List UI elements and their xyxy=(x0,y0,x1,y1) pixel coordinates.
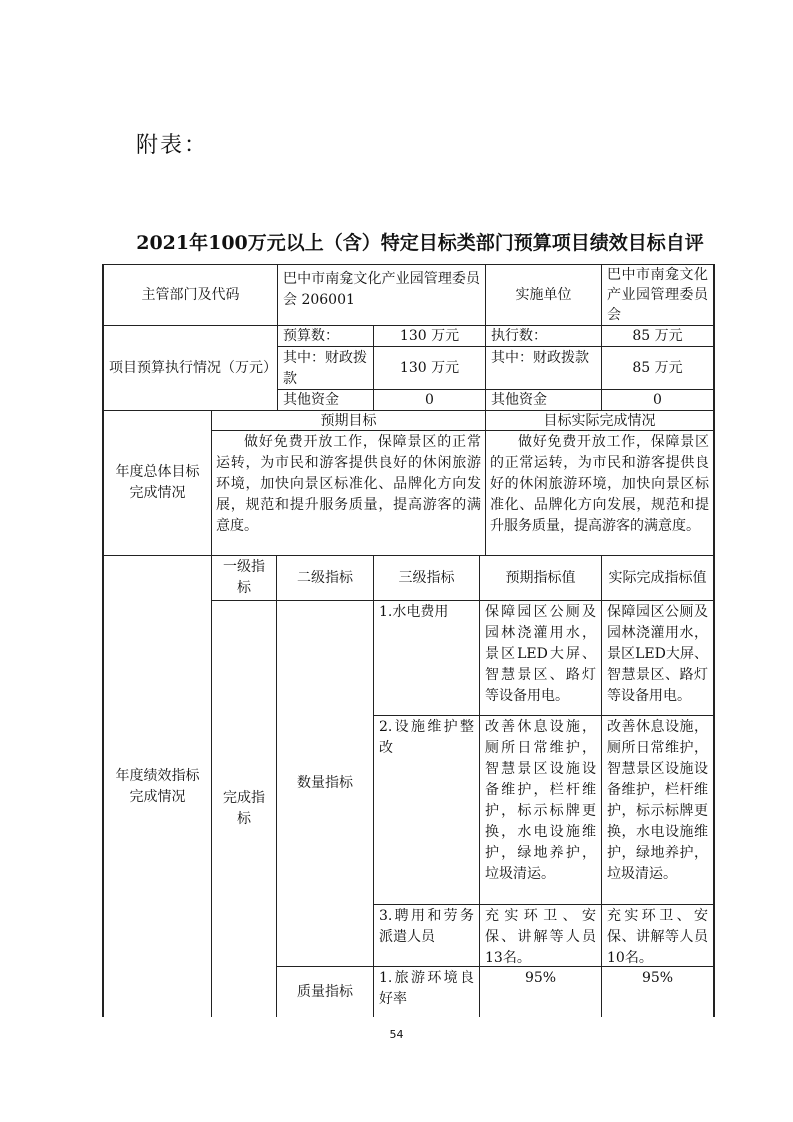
budget-amount-value: 130 万元 xyxy=(373,325,486,347)
level3-header: 三级指标 xyxy=(373,555,480,601)
level1-header: 一级指标 xyxy=(211,555,277,601)
performance-label-cell: 年度绩效指标完成情况 xyxy=(102,555,212,1017)
expected-value-header: 预期指标值 xyxy=(479,555,602,601)
impl-label-cell: 实施单位 xyxy=(485,264,602,326)
exec-amount-value: 85 万元 xyxy=(601,325,715,347)
document-title: 2021年100万元以上（含）特定目标类部门预算项目绩效目标自评 xyxy=(136,232,704,254)
indicator-expected: 改善休息设施，厕所日常维护，智慧景区设施设备维护，栏杆维护，标示标牌更换，水电设施维护，绿地养护，垃圾清运。 xyxy=(479,715,602,905)
indicator-actual: 95% xyxy=(601,966,715,1017)
exec-amount-label: 执行数： xyxy=(485,325,602,347)
expected-goal-header: 预期目标 xyxy=(211,410,486,431)
dept-label-cell: 主管部门及代码 xyxy=(102,264,278,326)
other-exec-label: 其他资金 xyxy=(485,389,602,411)
fiscal-exec-value: 85 万元 xyxy=(601,346,715,390)
other-exec-value: 0 xyxy=(601,389,715,411)
quantity-indicator-cell: 数量指标 xyxy=(276,600,374,967)
indicator-expected: 充实环卫、安保、讲解等人员13名。 xyxy=(479,904,602,967)
indicator-name: 2.设施维护整改 xyxy=(373,715,480,905)
level1-value-cell: 完成指标 xyxy=(211,600,277,1017)
actual-goal-text: 做好免费开放工作，保障景区的正常运转，为市民和游客提供良好的休闲旅游环境，加快向景区标准化、品牌化方向发展，规范和提升服务质量，提高游客的满意度。 xyxy=(485,430,715,556)
level2-header: 二级指标 xyxy=(276,555,374,601)
page-label: 附表： xyxy=(136,133,209,158)
indicator-expected: 保障园区公厕及园林浇灌用水，景区LED大屏、智慧景区、路灯等设备用电。 xyxy=(479,600,602,716)
page-number: 54 xyxy=(389,1028,404,1041)
fiscal-budget-label: 其中：财政拨款 xyxy=(277,346,374,390)
impl-value-cell: 巴中市南龛文化产业园管理委员会 xyxy=(601,264,715,326)
other-budget-label: 其他资金 xyxy=(277,389,374,411)
dept-value-cell: 巴中市南龛文化产业园管理委员会 206001 xyxy=(277,264,486,326)
expected-goal-text: 做好免费开放工作，保障景区的正常运转，为市民和游客提供良好的休闲旅游环境，加快向景区标准化、品牌化方向发展，规范和提升服务质量，提高游客的满意度。 xyxy=(211,430,486,556)
actual-goal-header: 目标实际完成情况 xyxy=(485,410,715,431)
budget-amount-label: 预算数： xyxy=(277,325,374,347)
indicator-actual: 改善休息设施，厕所日常维护，智慧景区设施设备维护，栏杆维护，标示标牌更换，水电设施维护，绿地养护，垃圾清运。 xyxy=(601,715,715,905)
indicator-actual: 保障园区公厕及园林浇灌用水，景区LED大屏、智慧景区、路灯等设备用电。 xyxy=(601,600,715,716)
indicator-actual: 充实环卫、安保、讲解等人员10名。 xyxy=(601,904,715,967)
indicator-name: 1.旅游环境良好率 xyxy=(373,966,480,1017)
fiscal-budget-value: 130 万元 xyxy=(373,346,486,390)
quality-indicator-cell: 质量指标 xyxy=(276,966,374,1017)
other-budget-value: 0 xyxy=(373,389,486,411)
indicator-name: 1.水电费用 xyxy=(373,600,480,716)
budget-label-cell: 项目预算执行情况（万元） xyxy=(102,325,278,411)
fiscal-exec-label: 其中：财政拨款 xyxy=(485,346,602,390)
indicator-name: 3.聘用和劳务派遣人员 xyxy=(373,904,480,967)
indicator-expected: 95% xyxy=(479,966,602,1017)
overall-label-cell: 年度总体目标完成情况 xyxy=(102,410,212,556)
actual-value-header: 实际完成指标值 xyxy=(601,555,715,601)
